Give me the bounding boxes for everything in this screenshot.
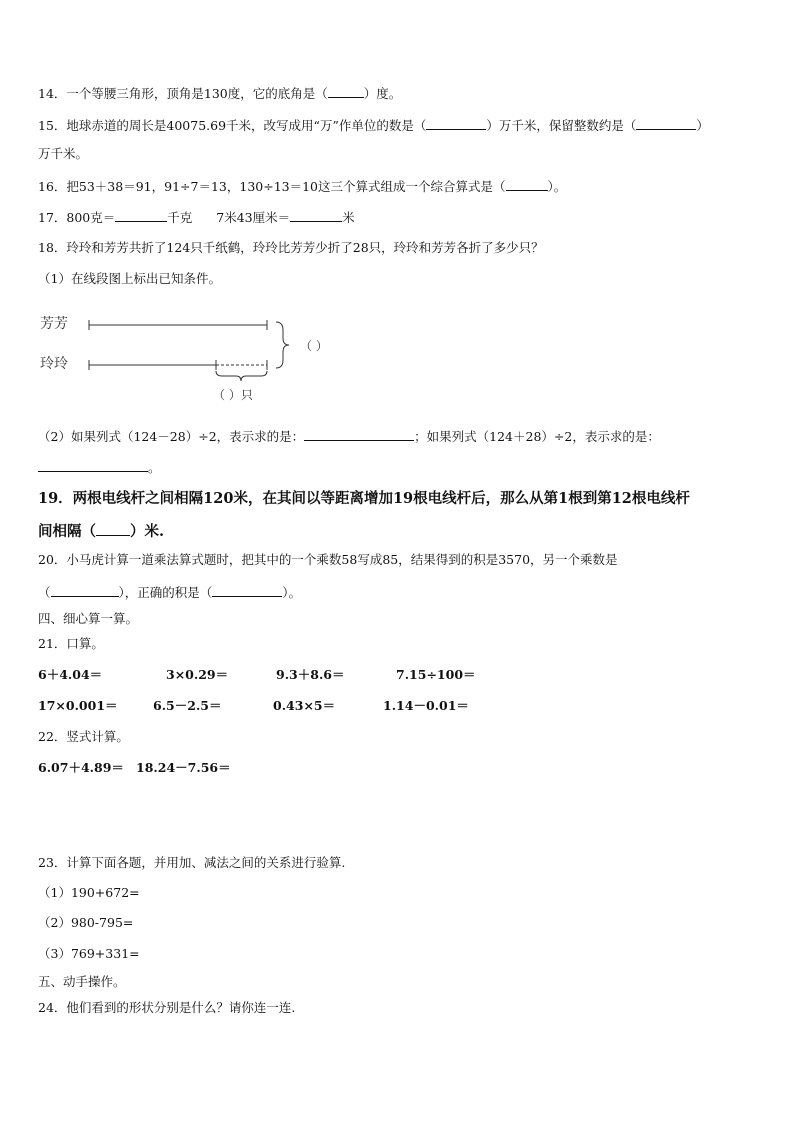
q22-item-1: 6.07＋4.89＝ [38, 760, 124, 775]
q15-line2: 万千米。 [38, 146, 89, 161]
q21-item-4: 7.15÷100＝ [396, 667, 476, 682]
q15-text-mid: ）万千米，保留整数约是（ [486, 118, 637, 133]
section-5-heading: 五、动手操作。 [38, 974, 126, 989]
q19-line2-post: ）米. [130, 523, 165, 540]
q21-item-5: 17×0.001＝ [38, 698, 118, 713]
question-18: 18．玲玲和芳芳共折了124只千纸鹤，玲玲比芳芳少折了28只，玲玲和芳芳各折了多少只？ [38, 240, 544, 255]
q18-sub2-mid: ；如果列式（124＋28）÷2，表示求的是： [414, 429, 660, 444]
question-20: 20．小马虎计算一道乘法算式题时，把其中的一个乘数58写成85，结果得到的积是3570，另一个乘数是 [38, 552, 618, 567]
q23-item-1: （1）190+672= [38, 885, 140, 900]
q22-item-2: 18.24－7.56＝ [136, 760, 231, 775]
q18-answer-blank-2[interactable] [38, 458, 148, 472]
question-23-title: 23．计算下面各题，并用加、减法之间的关系进行验算. [38, 855, 346, 870]
q17-text-b: 千克 [167, 210, 193, 225]
diagram-total-paren: （ ） [300, 339, 328, 353]
q21-item-6: 6.5－2.5＝ [153, 698, 222, 713]
q14-text-post: ）度。 [363, 86, 402, 101]
q19-line2 [38, 520, 164, 541]
q18-sub2-line2 [38, 458, 161, 476]
q20-answer-blank-2[interactable] [212, 583, 282, 597]
q18-answer-blank-1[interactable] [304, 427, 414, 441]
q20-answer-blank-1[interactable] [51, 583, 119, 597]
total-brace [276, 322, 289, 368]
q20-line2 [38, 583, 301, 601]
q20-line2-c: ）。 [282, 585, 302, 600]
q17-text-d: 米 [342, 210, 355, 225]
q23-item-3: （3）769+331= [38, 946, 140, 961]
q15-text-pre: 15．地球赤道的周长是40075.69千米，改写成用“万”作单位的数是（ [38, 118, 427, 133]
q23-item-2: （2）980-795= [38, 915, 134, 930]
difference-brace [216, 371, 267, 381]
q20-line2-b: ），正确的积是（ [118, 585, 213, 600]
question-22-title: 22．竖式计算。 [38, 729, 129, 744]
q17-text-c: 7米43厘米＝ [216, 210, 291, 225]
question-24-title: 24．他们看到的形状分别是什么？请你连一连. [38, 1000, 296, 1015]
q16-text-post: ）。 [547, 179, 567, 194]
q21-item-2: 3×0.29＝ [166, 667, 229, 682]
q21-item-8: 1.14－0.01＝ [383, 698, 469, 713]
q20-line2-a: （ [38, 585, 51, 600]
q21-item-1: 6＋4.04＝ [38, 667, 103, 682]
q17-text-a: 17．800克＝ [38, 210, 116, 225]
diagram-label-lingling: 玲玲 [40, 356, 68, 372]
question-21-title: 21．口算。 [38, 636, 104, 651]
q21-item-3: 9.3＋8.6＝ [276, 667, 345, 682]
diagram-difference-paren: （ ）只 [213, 388, 253, 402]
question-19: 19．两根电线杆之间相隔120米，在其间以等距离增加19根电线杆后，那么从第1根到第12根电线杆 [38, 490, 690, 507]
diagram-label-fangfang: 芳芳 [40, 316, 68, 332]
q18-sub2-end: 。 [148, 460, 161, 475]
q19-line2-pre: 间相隔（ [38, 523, 96, 540]
q21-item-7: 0.43×5＝ [273, 698, 336, 713]
q18-sub1: （1）在线段图上标出已知条件。 [38, 271, 221, 286]
q14-text-pre: 14．一个等腰三角形，顶角是130度，它的底角是（ [38, 86, 328, 101]
q18-sub2-pre: （2）如果列式（124－28）÷2，表示求的是： [38, 429, 305, 444]
q18-sub2 [38, 427, 660, 445]
q19-answer-blank[interactable] [96, 520, 130, 536]
q16-text-pre: 16．把53＋38＝91，91÷7＝13，130÷13＝10这三个算式组成一个综合算式是（ [38, 179, 506, 194]
section-4-heading: 四、细心算一算。 [38, 611, 139, 626]
q15-text-post: ） [696, 118, 709, 133]
